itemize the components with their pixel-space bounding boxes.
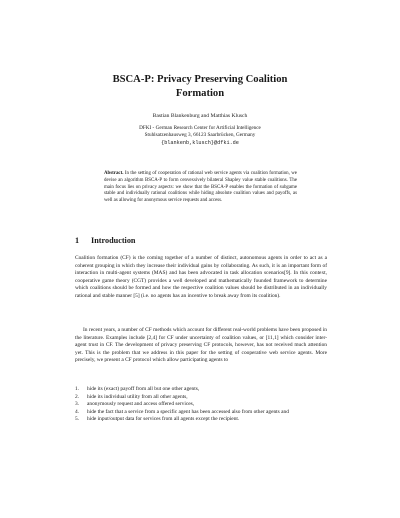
list-item [75, 401, 327, 409]
paper-title-line2: Formation [175, 88, 225, 99]
intro-paragraph-2: In recent years, a number of CF methods which account for different real-world problems have been proposed in the literature. Examples include [2,4] for CF under uncertainty of coalition values, or [11,1] which consider inter-agent trust in CF. The development of privacy preserving CF protocols, however, has not received much attention yet. This is the problem that we address in this paper for the setting of cooperative web service agents. More precisely, we present a CF protocol which allow participating agents to [75, 327, 327, 363]
author-email: {blankenb,klusch}@dfki.de [161, 140, 239, 146]
list-number: 2. [75, 393, 80, 400]
section-title: Introduction [91, 236, 136, 245]
list-item [75, 416, 327, 424]
list-text: hide its individual utility from all other agents, [87, 393, 188, 400]
affiliation-line1: DFKI - German Research Center for Artificial Intelligence [139, 125, 261, 131]
list-item [75, 386, 327, 394]
section-number: 1 [75, 236, 80, 245]
list-text: hide its (exact) payoff from all but one other agents, [87, 386, 200, 392]
list-number: 5. [75, 416, 80, 422]
list-number: 4. [75, 408, 80, 415]
list-number: 1. [75, 386, 80, 392]
list-text: hide input/output data for services from all agents except the recipient. [87, 416, 240, 422]
capabilities-list [75, 386, 327, 424]
section-heading [75, 236, 135, 245]
paper-title-line1: BSCA-P: Privacy Preserving Coalition [112, 74, 288, 85]
list-text: hide the fact that a service from a specific agent has been accessed also from other agents and [87, 408, 289, 415]
affiliation-line2: Stuhlsatzenhausweg 3, 66123 Saarbrücken, Germany [144, 132, 256, 138]
list-item [75, 394, 327, 402]
list-number: 3. [75, 401, 80, 407]
list-text: anonymously request and access offered services, [87, 401, 195, 407]
intro-paragraph-1: Coalition formation (CF) is the coming together of a number of distinct, autonomous agents in order to act as a coherent grouping in which they increase their individual gains by collaborating. As such, it is an important form of interaction in multi-agent systems (MAS) and has been advocated in task allocation scenarios[9]. In this context, cooperative game theory (CGT) provides a well developed and mathematically founded framework to determine which coalitions should be formed and how the respective coalition values should be distributed in an individually rational and stable manner [5] (i.e. no agents has an incentive to break away from its coalition). [75, 255, 327, 299]
authors: Bastian Blankenburg and Matthias Klusch [152, 113, 248, 119]
list-item [75, 409, 327, 417]
abstract-label: Abstract. [104, 171, 124, 176]
abstract [104, 171, 297, 205]
abstract-text: In the setting of cooperation of rational web service agents via coalition formation, we devise an algorithm BSCA-P to form cenvexsively bilateral Shapley value stable coalitions. The main focus lies on privacy aspects: we show that the BSCA-P enables the formation of subgame stable and individually rational coalitions while hiding absolute coalition values and payoffs, as well as allowing for anonymous service requests and access. [104, 171, 297, 204]
